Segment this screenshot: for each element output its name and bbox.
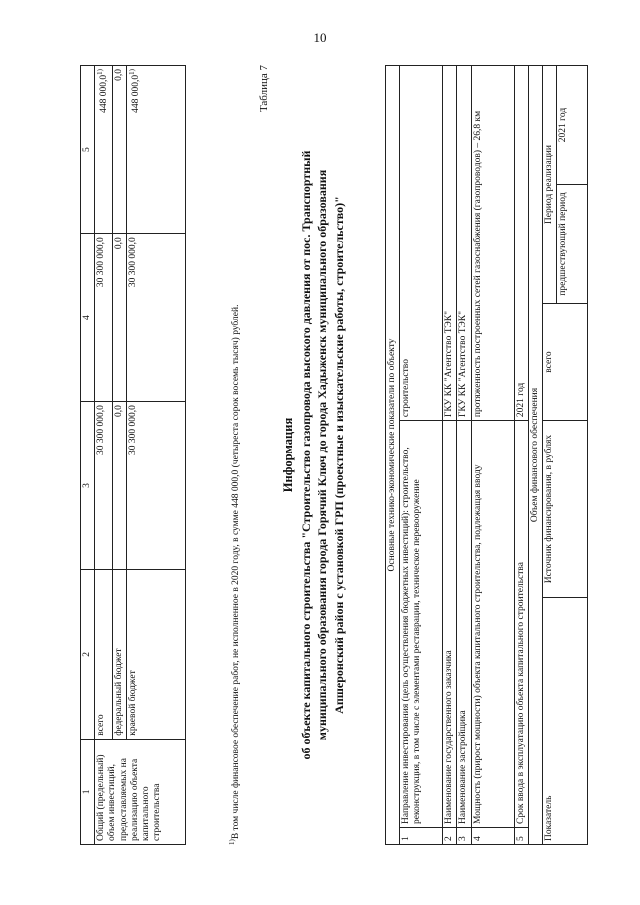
footnote-sup: 1)	[228, 839, 236, 845]
table-row	[457, 66, 471, 845]
footnote-marker: 1)	[127, 69, 136, 75]
footnote-marker: 1)	[96, 69, 105, 75]
col-source: Источник финансирования, в рублях	[543, 421, 588, 598]
title-line-3: Апшеронский район с установкой ГРП (проектные и изыскательские работы, строительство)"	[332, 196, 347, 714]
col-period	[543, 66, 588, 304]
cell-total-c5	[95, 66, 112, 234]
col-prev-period: предшествующий период	[557, 184, 587, 303]
row-number: 2	[443, 828, 457, 845]
title-head: Информация	[281, 417, 295, 493]
header-cell-3: 3	[81, 402, 95, 570]
footnote	[228, 65, 242, 845]
table-header-row	[81, 66, 95, 845]
cell-regional-c3: 30 300 000,0	[126, 402, 185, 570]
col-2021: 2021 год	[558, 107, 569, 143]
cell-federal-c4: 0,0	[112, 234, 126, 402]
table-row	[443, 66, 457, 845]
table-row	[95, 66, 112, 845]
header-cell-2: 2	[81, 569, 95, 739]
cell-regional-c5	[126, 66, 185, 234]
table-label: Таблица 7	[258, 65, 270, 113]
rotated-page-content	[80, 65, 625, 845]
cell-federal-c3: 0,0	[112, 402, 126, 570]
row-value: ГКУ КК "Агентство ТЭК"	[443, 66, 457, 421]
footnote-text: В том числе финансовое обеспечение работ, не исполненное в 2020 году, в сумме 448 000,0 (четыреста сорок восемь тысяч) рублей.	[231, 304, 242, 840]
row-value: строительство	[400, 66, 443, 421]
row-label: Срок ввода в эксплуатацию объекта капитального строительства	[514, 421, 528, 828]
col-total: всего	[543, 304, 588, 421]
cell-regional-c5-value: 448 000,0	[130, 74, 141, 113]
row-label-total: всего	[95, 569, 112, 739]
table-row	[514, 66, 528, 845]
cell-regional-c4: 30 300 000,0	[126, 234, 185, 402]
col-period-label: Период реализации	[543, 66, 557, 303]
object-info-table	[385, 65, 588, 845]
row-label-total-investment: Общий (предельный) объем инвестиций, предоставляемых на реализацию объекта капитального строительства	[95, 739, 186, 844]
row-number: 5	[514, 828, 528, 845]
row-number: 3	[457, 828, 471, 845]
row-value: ГКУ КК "Агентство ТЭК"	[457, 66, 471, 421]
header-cell-5: 5	[81, 66, 95, 234]
row-label: Наименование государственного заказчика	[443, 421, 457, 828]
funding-header: Объем финансового обеспечения	[528, 66, 542, 845]
col-indicator: Показатель	[543, 598, 588, 845]
row-number: 4	[471, 828, 514, 845]
cell-federal-c5: 0,0	[112, 66, 126, 234]
row-label: Наименование застройщика	[457, 421, 471, 828]
funding-header-row	[528, 66, 542, 845]
section-header-row	[386, 66, 400, 845]
header-cell-1: 1	[81, 739, 95, 844]
table-row	[400, 66, 443, 845]
col-period-subcols	[557, 66, 587, 303]
cell-total-c4: 30 300 000,0	[95, 234, 112, 402]
document-title	[280, 85, 348, 825]
row-value: протяженность построенных сетей газоснабжения (газопроводов) – 26,8 км	[471, 66, 514, 421]
row-label-federal: федеральный бюджет	[112, 569, 126, 739]
row-value: 2021 год	[514, 66, 528, 421]
row-label: Направление инвестирования (цель осуществления бюджетных инвестиций): строительство, реконструкция, в том числе с элементами реставрации, техническое перевооружение	[400, 421, 443, 828]
funding-columns-row	[543, 66, 588, 845]
cell-total-c5-value: 448 000,0	[99, 74, 110, 113]
header-cell-4: 4	[81, 234, 95, 402]
cell-total-c3: 30 300 000,0	[95, 402, 112, 570]
section-header: Основные технико-экономические показатели по объекту	[386, 66, 400, 845]
table-row	[126, 66, 185, 845]
row-label: Мощность (прирост мощности) объекта капитального строительства, подлежащая вводу	[471, 421, 514, 828]
row-number: 1	[400, 828, 443, 845]
row-label-regional: краевой бюджет	[126, 569, 185, 739]
title-line-2: муниципального образования города Горячий Ключ до города Хадыженск муниципального образования	[315, 169, 330, 741]
table-row	[471, 66, 514, 845]
table-row	[112, 66, 126, 845]
investment-table	[80, 65, 186, 845]
title-line-1: об объекте капитального строительства "Строительство газопровода высокого давления от пос. Транспортный	[298, 150, 313, 760]
page-number: 10	[313, 30, 327, 45]
